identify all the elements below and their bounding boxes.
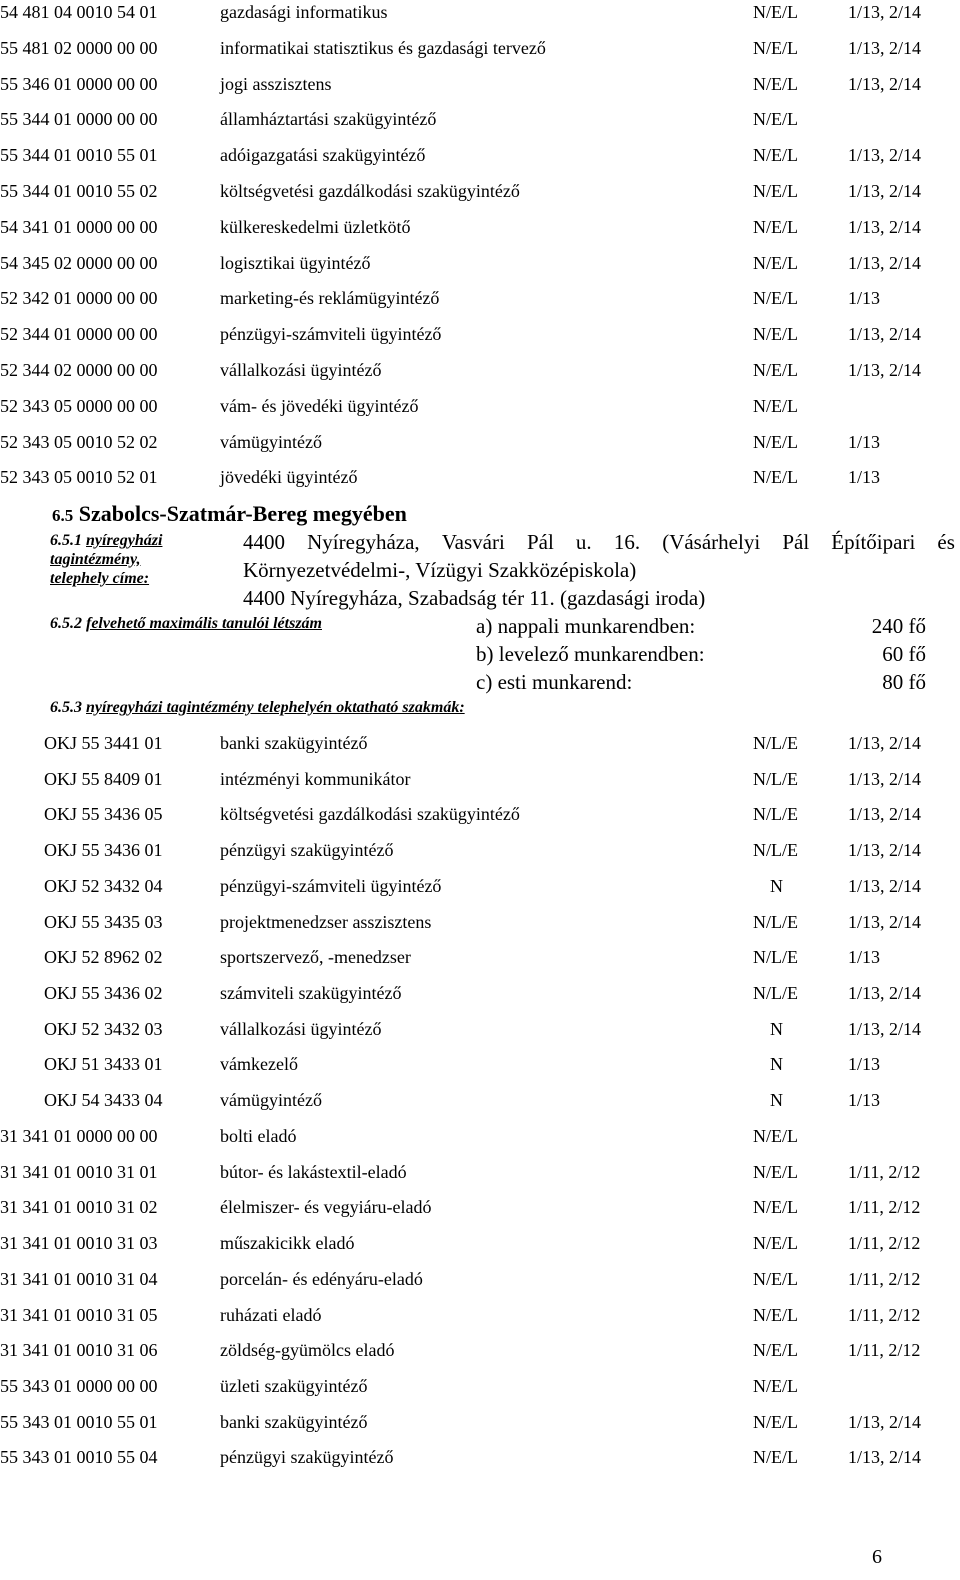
address-line-3: 4400 Nyíregyháza, Szabadság tér 11. (gazdasági iroda) [243,586,706,610]
address-line-1 [243,528,955,556]
cell-code: 31 341 01 0010 31 01 [0,1161,158,1182]
cell-grade: 1/13, 2/14 [848,840,922,861]
cell-name: üzleti szakügyintéző [220,1375,368,1396]
table-row [0,107,960,131]
cell-name: pénzügyi-számviteli ügyintéző [220,875,442,896]
cell-type: N/E/L [753,1126,798,1146]
table-row [0,322,960,346]
address-word: 16. [613,530,641,554]
table-row [0,1088,960,1112]
cell-code: 31 341 01 0010 31 06 [0,1340,158,1361]
table-row [0,36,960,60]
cell-type: N [770,1018,783,1039]
cell-code: 52 343 05 0000 00 00 [0,395,158,416]
cell-code: 52 343 05 0010 52 02 [0,431,158,452]
cell-code: OKJ 54 3433 04 [44,1090,163,1110]
cell-code: 55 344 01 0010 55 01 [0,145,158,166]
cell-code: 31 341 01 0000 00 00 [0,1126,158,1146]
cell-type: N/L/E [753,840,798,861]
cell-type: N/L/E [753,733,798,753]
cell-code: OKJ 52 3432 03 [44,1018,163,1039]
cell-name: vámkezelő [220,1054,298,1075]
cell-code: 55 344 01 0000 00 00 [0,109,158,130]
page-number: 6 [872,1546,882,1568]
cell-type: N/E/L [753,324,798,345]
cell-type: N/L/E [753,947,798,968]
cell-code: 52 343 05 0010 52 01 [0,467,158,488]
subsection-text: nyíregyházi tagintézmény telephelyén oktatható szakmák: [86,699,465,716]
cell-code: OKJ 55 3436 01 [44,840,163,861]
cell-code: 54 481 04 0010 54 01 [0,2,158,22]
cell-name: banki szakügyintéző [220,1411,368,1432]
cell-code: 55 346 01 0000 00 00 [0,73,158,94]
cell-type: N/E/L [753,1197,798,1218]
cell-type: N/E/L [753,145,798,166]
table-row [0,767,960,791]
cell-type: N/E/L [753,1411,798,1432]
cell-code: 52 344 01 0000 00 00 [0,324,158,345]
table-row [0,1231,960,1255]
address-word: Építőipari [831,530,916,554]
cell-code: 31 341 01 0010 31 03 [0,1233,158,1254]
cell-name: pénzügyi szakügyintéző [220,1447,394,1468]
cell-type: N/E/L [753,431,798,452]
cell-name: bútor- és lakástextil-eladó [220,1161,407,1182]
cell-grade: 1/13 [848,431,881,452]
cell-type: N/E/L [753,1447,798,1468]
cell-code: OKJ 55 3436 02 [44,982,163,1003]
cell-grade: 1/13, 2/14 [848,252,922,273]
cell-grade: 1/13, 2/14 [848,1018,922,1039]
cell-grade: 1/11, 2/12 [848,1268,921,1289]
cell-name: porcelán- és edényáru-eladó [220,1268,423,1289]
table-row [0,430,960,454]
cell-code: OKJ 55 8409 01 [44,768,163,789]
cell-type: N/L/E [753,804,798,825]
capacity-value-c: 80 fő [882,670,926,694]
cell-grade: 1/13, 2/14 [848,733,922,753]
cell-name: vámügyintéző [220,1090,322,1110]
cell-type: N/E/L [753,395,798,416]
address-word: Nyíregyháza, [307,530,420,554]
cell-grade: 1/11, 2/12 [848,1197,921,1218]
cell-grade: 1/11, 2/12 [848,1340,921,1361]
cell-grade: 1/13, 2/14 [848,216,922,237]
cell-code: OKJ 55 3435 03 [44,911,163,932]
cell-name: gazdasági informatikus [220,2,388,22]
table-row [0,1303,960,1327]
cell-grade: 1/13, 2/14 [848,911,922,932]
cell-type: N/E/L [753,288,798,309]
cell-name: logisztikai ügyintéző [220,252,371,273]
capacity-value-b: 60 fő [882,642,926,666]
cell-grade: 1/13, 2/14 [848,982,922,1003]
cell-code: 31 341 01 0010 31 04 [0,1268,158,1289]
capacity-label-b: b) levelező munkarendben: [476,642,705,666]
table-row [0,1267,960,1291]
cell-name: államháztartási szakügyintéző [220,109,437,130]
cell-grade: 1/13, 2/14 [848,145,922,166]
cell-type: N/E/L [753,1268,798,1289]
cell-grade: 1/13 [848,1054,881,1075]
cell-type: N/E/L [753,37,798,58]
table-row [0,1052,960,1076]
section-number: 6.5 [52,506,74,525]
table-row [0,838,960,862]
cell-code: OKJ 51 3433 01 [44,1054,163,1075]
cell-name: külkereskedelmi üzletkötő [220,216,411,237]
cell-name: vám- és jövedéki ügyintéző [220,395,419,416]
capacity-value-a: 240 fő [871,614,926,638]
cell-name: sportszervező, -menedzser [220,947,411,968]
cell-code: OKJ 55 3441 01 [44,733,163,753]
cell-name: jövedéki ügyintéző [220,467,358,488]
table-row [0,0,960,24]
table-row [0,286,960,310]
table-row [0,910,960,934]
cell-grade: 1/13, 2/14 [848,360,922,380]
address-word: (Vásárhelyi [662,530,761,554]
address-word: Pál [782,530,810,554]
cell-grade: 1/11, 2/12 [848,1233,921,1254]
cell-type: N/E/L [753,2,798,22]
cell-grade: 1/13 [848,1090,881,1110]
table-row [0,945,960,969]
cell-grade: 1/13, 2/14 [848,804,922,825]
cell-name: marketing-és reklámügyintéző [220,288,440,309]
cell-code: 52 342 01 0000 00 00 [0,288,158,309]
table-row [0,72,960,96]
section-title: Szabolcs-Szatmár-Bereg megyében [78,501,407,526]
table-row [0,1338,960,1362]
address-word: és [937,530,955,554]
cell-type: N/E/L [753,360,798,380]
subsection-number: 6.5.2 [50,615,82,632]
cell-name: költségvetési gazdálkodási szakügyintéző [220,804,520,825]
cell-type: N/L/E [753,768,798,789]
cell-type: N/E/L [753,1340,798,1361]
cell-type: N/E/L [753,181,798,201]
cell-type: N/E/L [753,252,798,273]
cell-type: N [770,1090,783,1110]
address-word: u. [575,530,592,554]
capacity-label-c: c) esti munkarend: [476,670,633,694]
cell-name: műszakicikk eladó [220,1233,355,1254]
cell-code: 31 341 01 0010 31 05 [0,1304,158,1325]
label-line-1: nyíregyházi [86,532,163,549]
cell-type: N/E/L [753,1304,798,1325]
cell-code: OKJ 52 3432 04 [44,875,163,896]
cell-grade: 1/13, 2/14 [848,2,922,22]
cell-code: 55 343 01 0010 55 01 [0,1411,158,1432]
cell-name: pénzügyi szakügyintéző [220,840,394,861]
table-row [0,179,960,203]
cell-grade: 1/11, 2/12 [848,1304,921,1325]
label-line-2: tagintézmény, [50,551,141,568]
table-row [0,1124,960,1148]
cell-grade: 1/13, 2/14 [848,181,922,201]
cell-type: N [770,1054,783,1075]
cell-code: 55 343 01 0010 55 04 [0,1447,158,1468]
cell-code: 55 481 02 0000 00 00 [0,37,158,58]
cell-name: vámügyintéző [220,431,322,452]
table-row [0,1017,960,1041]
cell-name: projektmenedzser asszisztens [220,911,432,932]
address-word: 4400 [243,530,285,554]
cell-type: N/E/L [753,1161,798,1182]
subsection-text: felvehető maximális tanulói létszám [86,615,322,632]
cell-name: jogi asszisztens [220,73,332,94]
cell-name: számviteli szakügyintéző [220,982,402,1003]
cell-grade: 1/13 [848,288,881,309]
cell-grade: 1/13, 2/14 [848,73,922,94]
cell-grade: 1/13, 2/14 [848,1411,922,1432]
table-row [0,1195,960,1219]
table-row [0,802,960,826]
cell-code: 52 344 02 0000 00 00 [0,360,158,380]
cell-grade: 1/13, 2/14 [848,768,922,789]
cell-code: 54 341 01 0000 00 00 [0,216,158,237]
cell-grade: 1/13, 2/14 [848,1447,922,1468]
cell-name: költségvetési gazdálkodási szakügyintéző [220,181,520,201]
table-row [0,215,960,239]
table-row [0,981,960,1005]
table-row [0,1374,960,1398]
section-heading [52,500,407,530]
table-row [0,1445,960,1469]
table-row [0,143,960,167]
cell-code: 55 344 01 0010 55 02 [0,181,158,201]
subsection-6-5-2-label [50,614,322,633]
table-row [0,251,960,275]
cell-name: pénzügyi-számviteli ügyintéző [220,324,442,345]
subsection-6-5-1-label [50,531,162,588]
subsection-number: 6.5.1 [50,532,82,549]
subsection-6-5-3-label [50,698,465,717]
address-line-2: Környezetvédelmi-, Vízügyi Szakközépiskola) [243,558,637,582]
subsection-number: 6.5.3 [50,699,82,716]
cell-name: vállalkozási ügyintéző [220,1018,382,1039]
cell-name: bolti eladó [220,1126,297,1146]
table-row [0,731,960,755]
cell-name: vállalkozási ügyintéző [220,360,382,380]
cell-type: N/L/E [753,982,798,1003]
cell-grade: 1/13, 2/14 [848,37,922,58]
cell-name: élelmiszer- és vegyiáru-eladó [220,1197,432,1218]
cell-name: informatikai statisztikus és gazdasági tervező [220,37,546,58]
cell-code: 54 345 02 0000 00 00 [0,252,158,273]
label-line-3: telephely címe: [50,570,150,587]
table-row [0,874,960,898]
cell-name: adóigazgatási szakügyintéző [220,145,426,166]
cell-grade: 1/13, 2/14 [848,875,922,896]
cell-code: OKJ 52 8962 02 [44,947,163,968]
cell-name: ruházati eladó [220,1304,322,1325]
table-row [0,1160,960,1184]
cell-type: N [770,875,783,896]
cell-type: N/E/L [753,216,798,237]
cell-type: N/E/L [753,467,798,488]
address-word: Vasvári [441,530,505,554]
cell-code: 31 341 01 0010 31 02 [0,1197,158,1218]
cell-type: N/E/L [753,73,798,94]
cell-grade: 1/13, 2/14 [848,324,922,345]
cell-name: banki szakügyintéző [220,733,368,753]
cell-grade: 1/13 [848,467,881,488]
table-row [0,358,960,382]
cell-type: N/E/L [753,1375,798,1396]
cell-grade: 1/11, 2/12 [848,1161,921,1182]
cell-code: OKJ 55 3436 05 [44,804,163,825]
cell-type: N/L/E [753,911,798,932]
cell-name: zöldség-gyümölcs eladó [220,1340,395,1361]
cell-type: N/E/L [753,1233,798,1254]
table-row [0,1410,960,1434]
table-row [0,394,960,418]
capacity-label-a: a) nappali munkarendben: [476,614,696,638]
table-row [0,465,960,489]
cell-type: N/E/L [753,109,798,130]
cell-grade: 1/13 [848,947,881,968]
address-word: Pál [526,530,554,554]
cell-code: 55 343 01 0000 00 00 [0,1375,158,1396]
cell-name: intézményi kommunikátor [220,768,411,789]
